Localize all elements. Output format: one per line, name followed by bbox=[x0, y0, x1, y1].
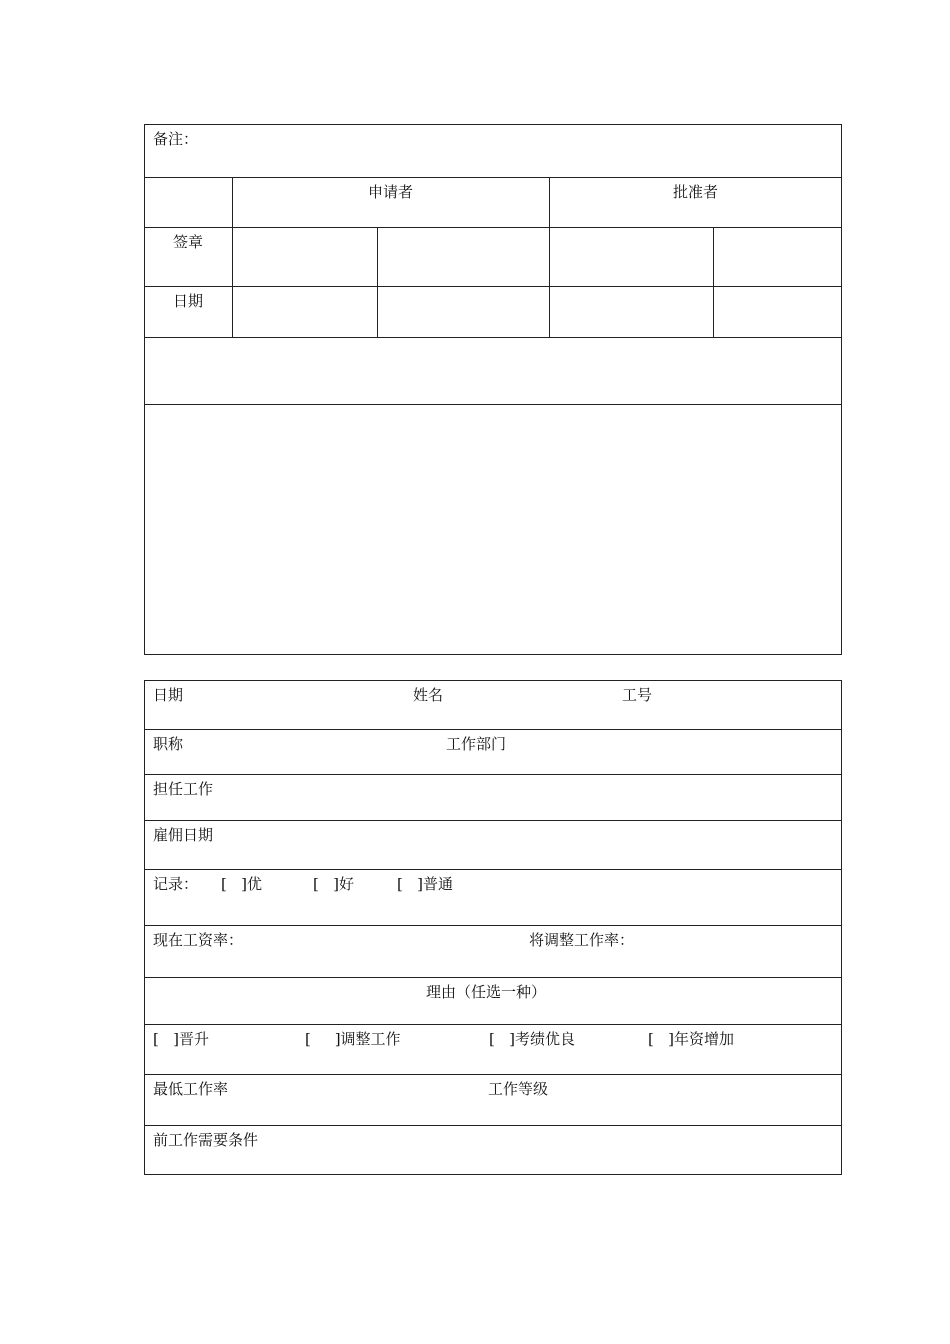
approval-table bbox=[144, 124, 842, 655]
min-rate-label: 最低工作率 bbox=[153, 1080, 229, 1098]
name-field-label: 姓名 bbox=[413, 686, 444, 704]
record-label: 记录： bbox=[153, 875, 199, 893]
row-divider bbox=[144, 337, 842, 338]
new-rate-label: 将调整工作率： bbox=[529, 931, 635, 949]
prev-requirements-label: 前工作需要条件 bbox=[153, 1131, 259, 1149]
reason-label: 理由（任选一种） bbox=[426, 983, 547, 1001]
row-divider bbox=[144, 925, 842, 926]
title-label: 职称 bbox=[153, 735, 184, 753]
row-divider bbox=[144, 1125, 842, 1126]
row-divider bbox=[144, 227, 842, 228]
row-divider bbox=[144, 177, 842, 178]
reason-option-job-change[interactable]: [ ]调整工作 bbox=[305, 1030, 401, 1048]
row-divider bbox=[144, 729, 842, 730]
date-label: 日期 bbox=[172, 292, 203, 310]
remarks-label: 备注： bbox=[153, 130, 199, 148]
row-divider bbox=[144, 774, 842, 775]
signature-label: 签章 bbox=[172, 233, 203, 251]
row-divider bbox=[144, 977, 842, 978]
col-divider bbox=[377, 227, 378, 337]
duties-label: 担任工作 bbox=[153, 780, 214, 798]
hire-date-label: 雇佣日期 bbox=[153, 826, 214, 844]
row-divider bbox=[144, 404, 842, 405]
applicant-header: 申请者 bbox=[367, 183, 413, 201]
employee-id-label: 工号 bbox=[622, 686, 653, 704]
department-label: 工作部门 bbox=[446, 735, 507, 753]
reason-option-promotion[interactable]: [ ]晋升 bbox=[153, 1030, 210, 1048]
salary-adjustment-table bbox=[144, 680, 842, 1175]
row-divider bbox=[144, 820, 842, 821]
record-option-excellent[interactable]: [ ]优 bbox=[221, 875, 263, 893]
row-divider bbox=[144, 1024, 842, 1025]
approver-header: 批准者 bbox=[672, 183, 718, 201]
record-option-good[interactable]: [ ]好 bbox=[313, 875, 355, 893]
current-rate-label: 现在工资率： bbox=[153, 931, 244, 949]
row-divider bbox=[144, 286, 842, 287]
row-divider bbox=[144, 869, 842, 870]
col-divider bbox=[713, 227, 714, 337]
col-divider bbox=[232, 177, 233, 337]
reason-option-performance[interactable]: [ ]考绩优良 bbox=[489, 1030, 576, 1048]
job-grade-label: 工作等级 bbox=[488, 1080, 549, 1098]
date-field-label: 日期 bbox=[153, 686, 184, 704]
reason-option-seniority[interactable]: [ ]年资增加 bbox=[648, 1030, 735, 1048]
row-divider bbox=[144, 1074, 842, 1075]
col-divider bbox=[549, 177, 550, 337]
record-option-average[interactable]: [ ]普通 bbox=[397, 875, 454, 893]
